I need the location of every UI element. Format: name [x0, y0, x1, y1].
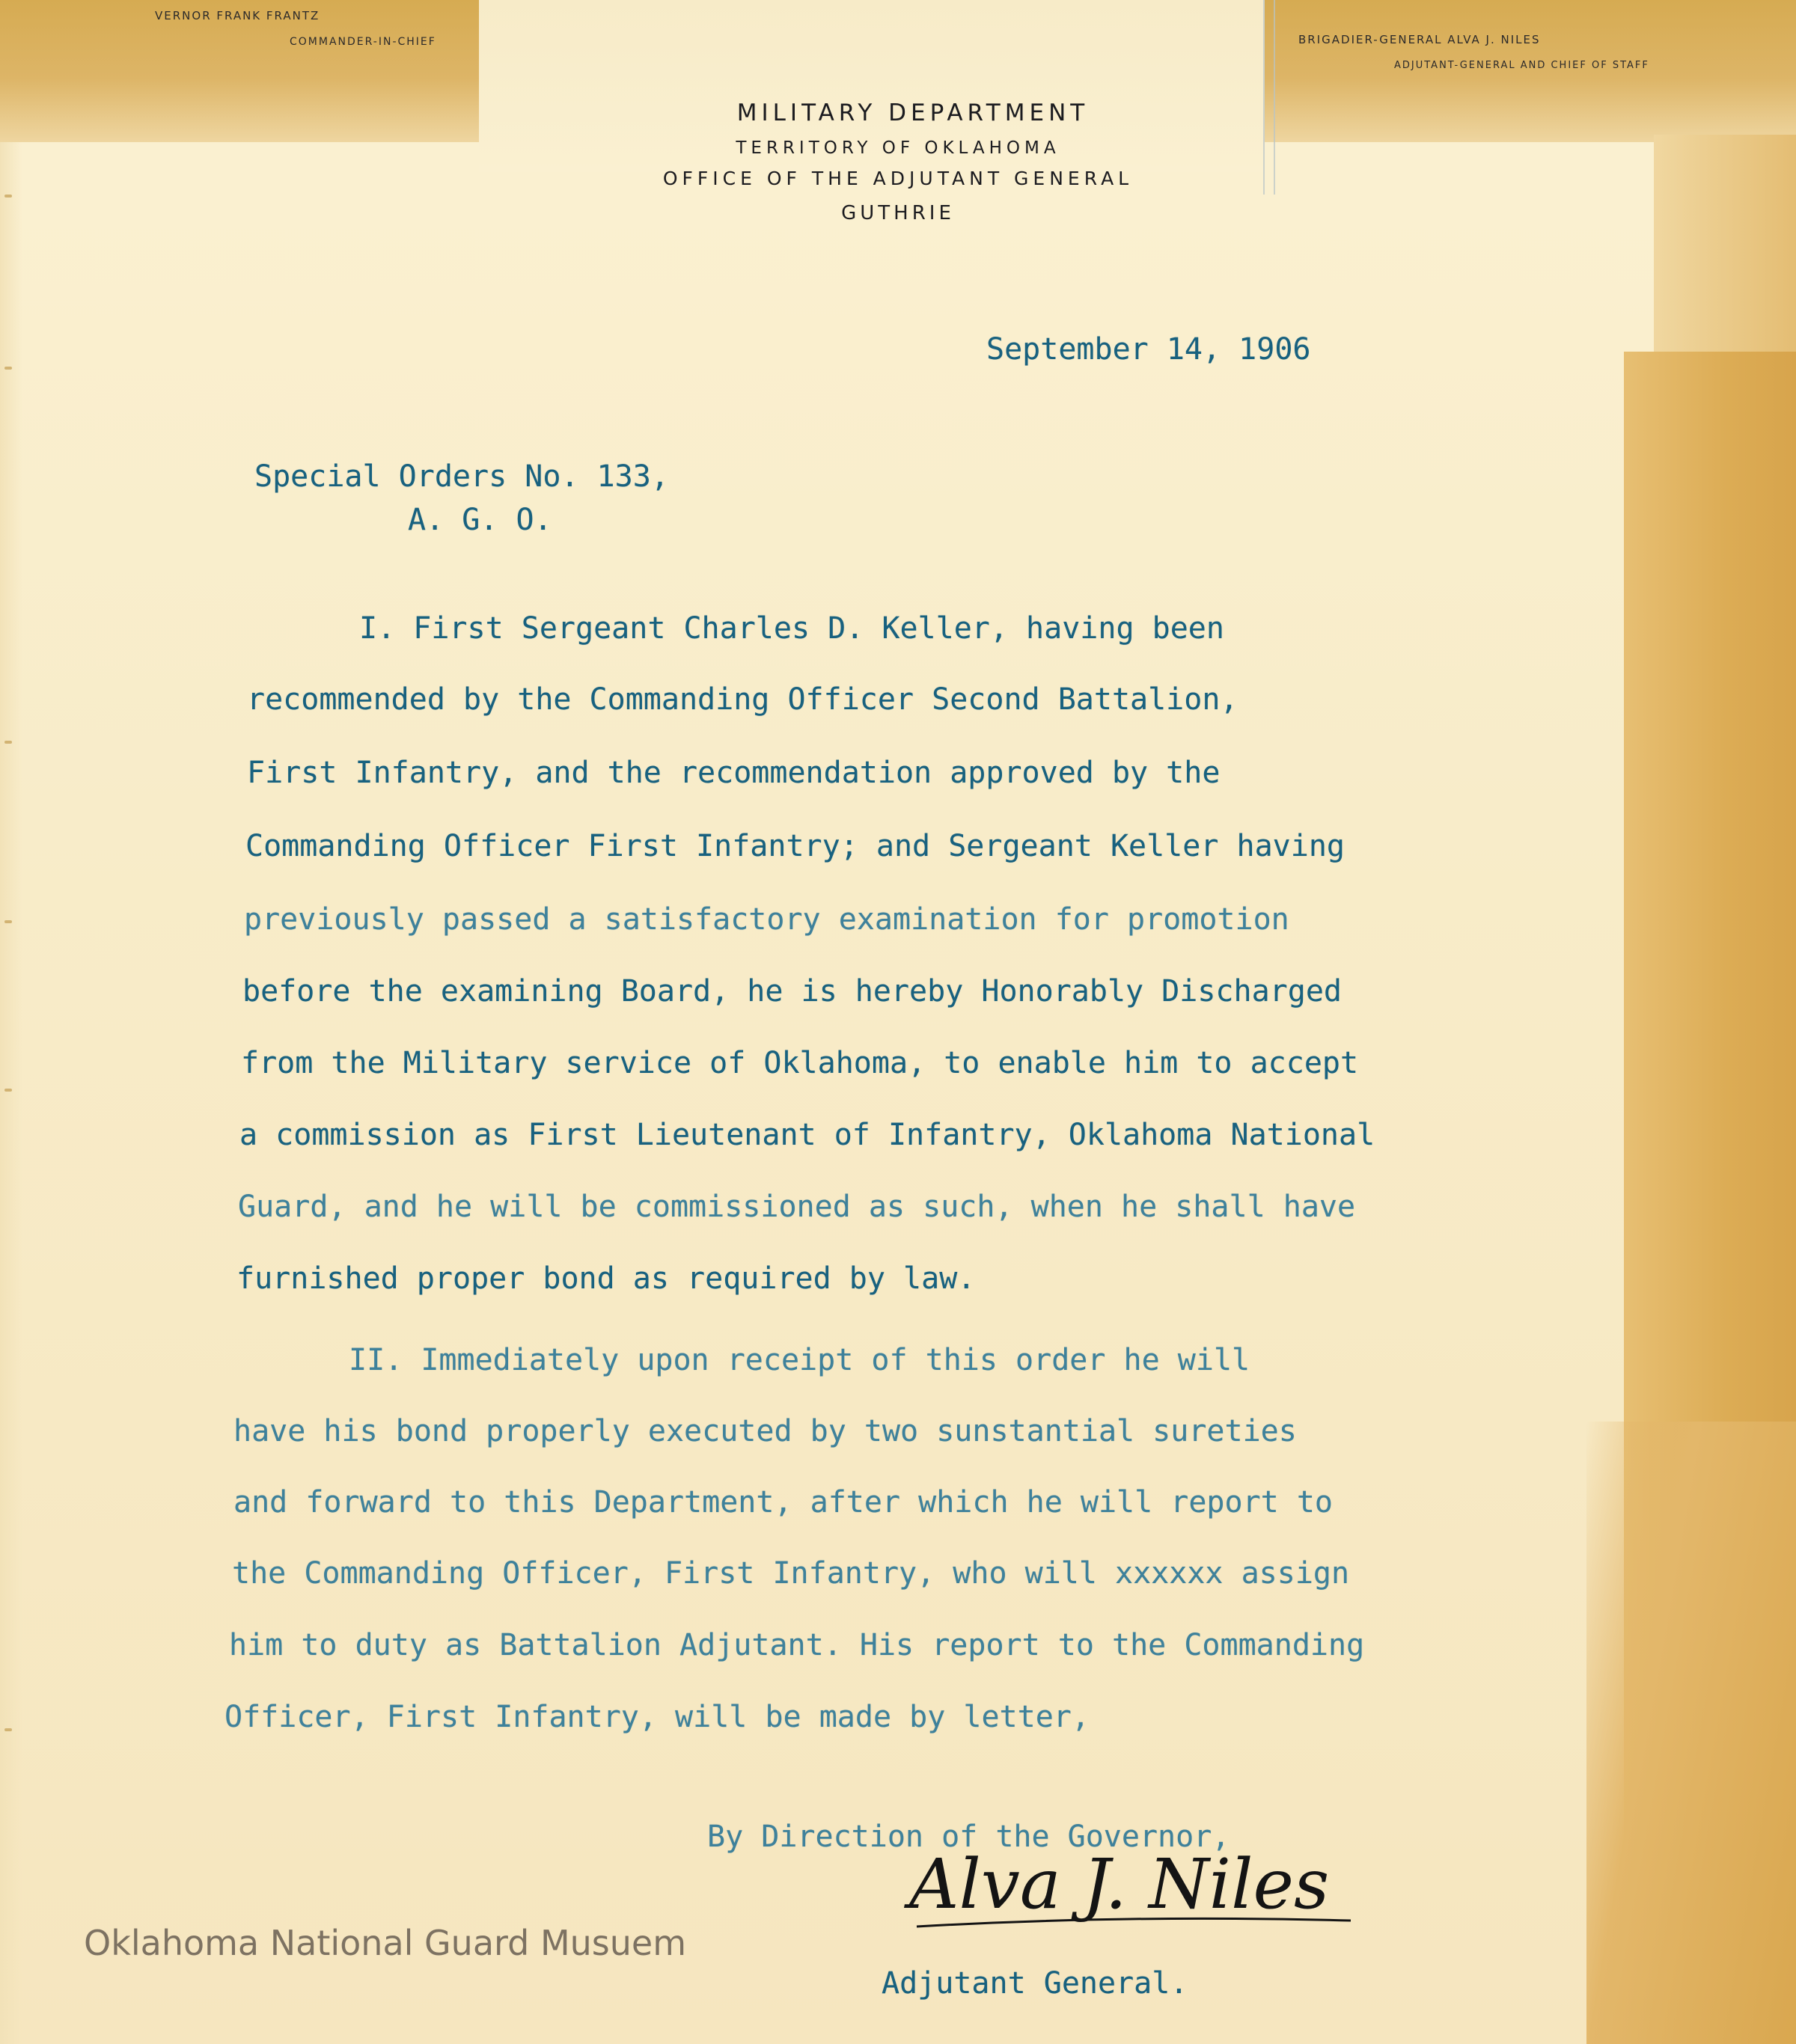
body-line: before the examining Board, he is hereby Honorably Discharged	[242, 974, 1343, 1009]
letterhead-right-title: ADJUTANT-GENERAL AND CHIEF OF STAFF	[1394, 60, 1649, 71]
museum-watermark: Oklahoma National Guard Musuem	[84, 1923, 687, 1963]
letterhead-office: OFFICE OF THE ADJUTANT GENERAL	[662, 168, 1134, 189]
signer-title: Adjutant General.	[882, 1966, 1188, 2001]
signature-text: Alva J. Niles	[909, 1844, 1330, 1924]
body-line: and forward to this Department, after which he will report to	[233, 1485, 1334, 1520]
body-line: him to duty as Battalion Adjutant. His report to the Commanding	[229, 1628, 1365, 1662]
order-office: A. G. O.	[408, 503, 552, 537]
binding-hole	[4, 741, 12, 744]
body-line: II. Immediately upon receipt of this order he will	[349, 1343, 1250, 1377]
body-line: furnished proper bond as required by law.	[236, 1261, 976, 1296]
letterhead-left-name: VERNOR FRANK FRANTZ	[155, 9, 320, 22]
letterhead-rule	[1263, 0, 1265, 195]
binding-hole	[4, 367, 12, 370]
body-line: I. First Sergeant Charles D. Keller, having been	[359, 611, 1224, 646]
binding-hole	[4, 920, 12, 923]
handwritten-signature	[902, 1837, 1366, 1942]
paper-edge-left	[0, 142, 22, 2044]
letterhead-left-title: COMMANDER-IN-CHIEF	[290, 36, 436, 48]
body-line: previously passed a satisfactory examination for promotion	[244, 902, 1289, 937]
closing-line: By Direction of the Governor,	[707, 1820, 1230, 1854]
body-line: a commission as First Lieutenant of Infantry, Oklahoma National	[239, 1118, 1375, 1152]
tape-stain-right-lower	[1586, 1422, 1796, 2044]
body-line: the Commanding Officer, First Infantry, who will xxxxxx assign	[232, 1556, 1350, 1591]
binding-hole	[4, 1728, 12, 1731]
letterhead-rule	[1274, 0, 1275, 195]
binding-hole	[4, 1089, 12, 1092]
body-line: recommended by the Commanding Officer Second Battalion,	[247, 682, 1238, 717]
letterhead-department: MILITARY DEPARTMENT	[736, 100, 1090, 126]
body-line: from the Military service of Oklahoma, to enable him to accept	[241, 1046, 1359, 1080]
body-line: Officer, First Infantry, will be made by letter,	[224, 1700, 1090, 1734]
body-line: Commanding Officer First Infantry; and Sergeant Keller having	[245, 829, 1346, 863]
body-line: have his bond properly executed by two sunstantial sureties	[233, 1414, 1297, 1448]
order-number: Special Orders No. 133,	[254, 459, 669, 494]
body-line: First Infantry, and the recommendation approved by the	[247, 756, 1221, 790]
letterhead-right-name: BRIGADIER-GENERAL ALVA J. NILES	[1298, 33, 1541, 46]
binding-hole	[4, 195, 12, 198]
letterhead-territory: TERRITORY OF OKLAHOMA	[736, 138, 1060, 158]
letter-date: September 14, 1906	[986, 332, 1311, 367]
letterhead-city: GUTHRIE	[841, 202, 955, 224]
body-line: Guard, and he will be commissioned as such, when he shall have	[238, 1190, 1356, 1224]
